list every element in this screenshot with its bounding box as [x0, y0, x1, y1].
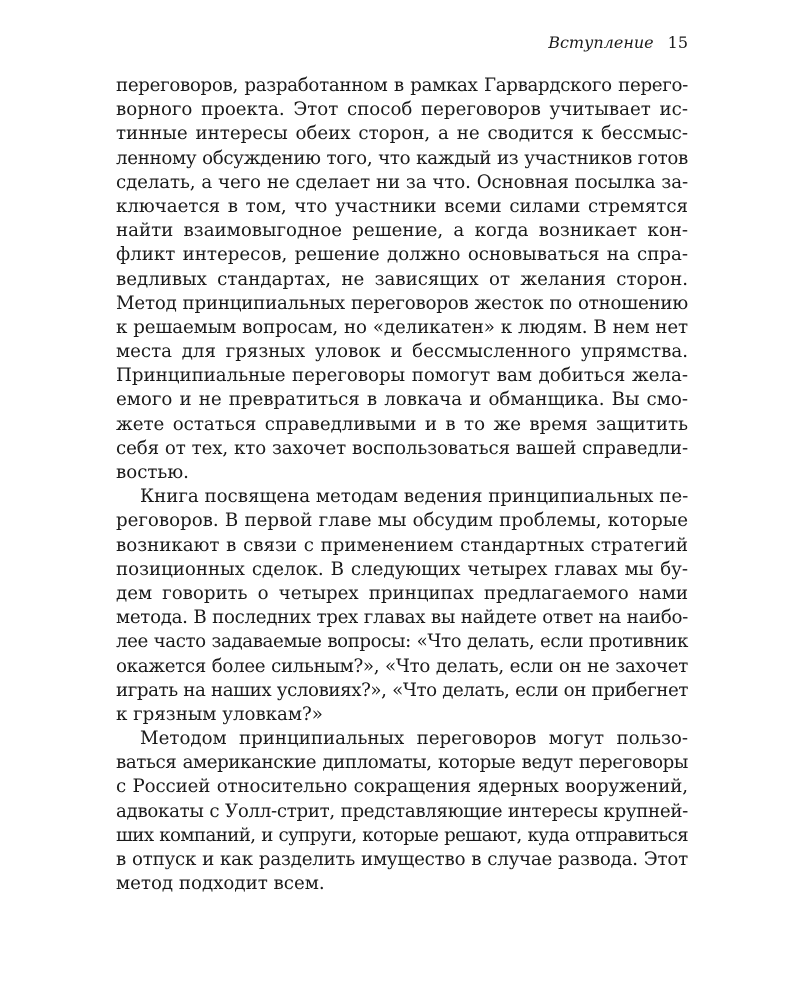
text-line: дем говорить о четырех принципах предлагаемого нами [116, 582, 688, 604]
text-line: Метод принципиальных переговоров жесток по отношению [116, 292, 688, 314]
text-line: места для грязных уловок и бессмысленного упрямства. [116, 341, 688, 363]
text-line: к решаемым вопросам, но «деликатен» к людям. В нем нет [116, 316, 688, 338]
text-line: возникают в связи с применением стандартных стратегий [116, 534, 688, 556]
text-line: Методом принципиальных переговоров могут пользо- [140, 728, 688, 750]
text-line: ших компаний, и супруги, которые решают, куда отправиться [116, 824, 688, 846]
text-line: к грязным уловкам?» [116, 703, 323, 725]
text-line: с Россией относительно сокращения ядерных вооружений, [116, 776, 688, 798]
text-line: реговоров. В первой главе мы обсудим проблемы, которые [116, 510, 688, 532]
text-line: Книга посвящена методам ведения принципиальных пе- [140, 486, 689, 508]
text-line: позиционных сделок. В следующих четырех главах мы бу- [116, 558, 688, 580]
text-line: жете остаться справедливыми и в то же время защитить [116, 413, 688, 435]
text-line: ленному обсуждению того, что каждый из участников готов [116, 147, 688, 169]
text-line: играть на наших условиях?», «Что делать, если он прибегнет [116, 679, 688, 701]
text-line: тинные интересы обеих сторон, а не сводится к бессмыс- [116, 123, 688, 145]
text-line: востью. [116, 462, 189, 483]
text-line: метод подходит всем. [116, 873, 325, 895]
text-line: переговоров, разработанном в рамках Гарвардского перего- [116, 75, 688, 96]
body-text [116, 74, 688, 896]
section-title: Вступление [548, 33, 654, 52]
text-line: ворного проекта. Этот способ переговоров учитывает ис- [116, 99, 688, 121]
paragraph-1 [116, 74, 688, 485]
text-line: ключается в том, что участники всеми силами стремятся [116, 195, 688, 217]
text-line: Принципиальные переговоры помогут вам добиться жела- [116, 365, 688, 387]
text-line: в отпуск и как разделить имущество в случае развода. Этот [116, 849, 688, 870]
text-line: найти взаимовыгодное решение, а когда возникает кон- [116, 220, 688, 242]
text-line: окажется более сильным?», «Что делать, если он не захочет [116, 655, 688, 677]
text-line: фликт интересов, решение должно основываться на спра- [116, 244, 688, 266]
page-number: 15 [667, 33, 688, 52]
text-line: себя от тех, кто захочет воспользоваться вашей справедли- [116, 437, 688, 459]
text-line: емого и не превратиться в ловкача и обманщика. Вы смо- [116, 389, 688, 411]
text-line: ваться американские дипломаты, которые ведут переговоры [116, 752, 688, 774]
text-line: ведливых стандартах, не зависящих от желания сторон. [116, 268, 688, 290]
paragraph-2 [116, 485, 688, 727]
text-line: лее часто задаваемые вопросы: «Что делать, если противник [116, 631, 688, 653]
text-line: метода. В последних трех главах вы найдете ответ на наибо- [116, 607, 688, 629]
text-line: адвокаты с Уолл-стрит, представляющие интересы крупней- [116, 800, 688, 822]
running-header [548, 33, 688, 53]
text-line: сделать, а чего не сделает ни за что. Основная посылка за- [116, 171, 688, 193]
paragraph-3 [116, 727, 688, 896]
